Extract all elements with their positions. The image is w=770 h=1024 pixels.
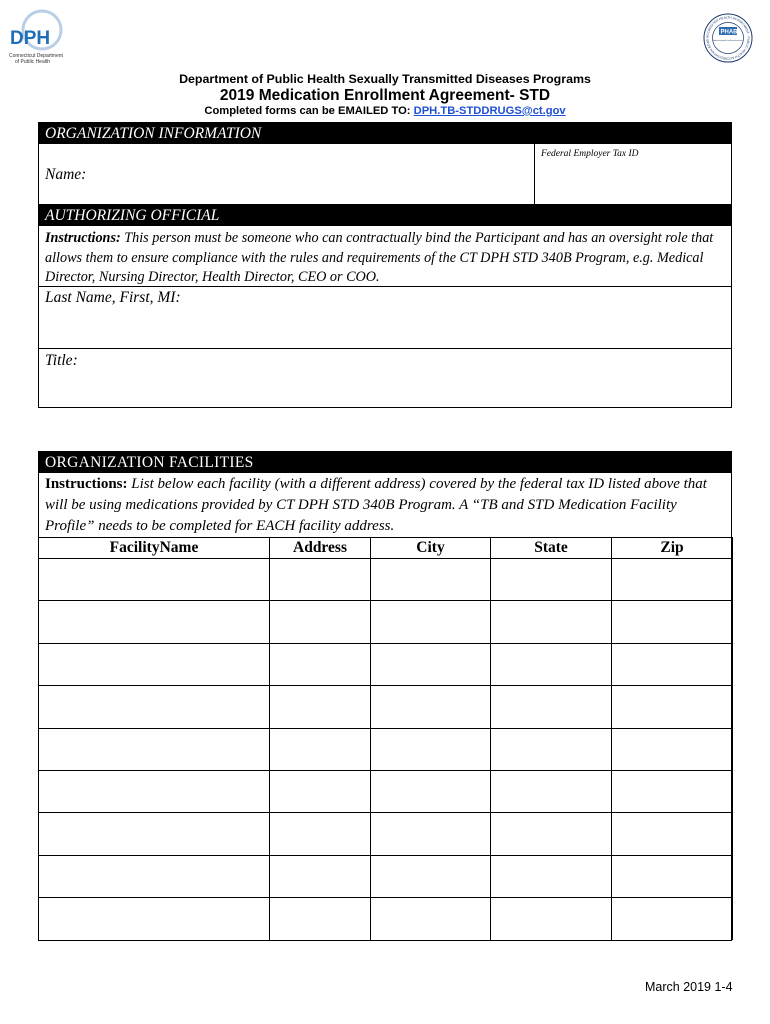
zip-cell[interactable] bbox=[612, 601, 733, 643]
city-cell[interactable] bbox=[371, 813, 491, 855]
table-row bbox=[39, 813, 733, 855]
form-title: 2019 Medication Enrollment Agreement- STD bbox=[219, 87, 551, 104]
dph-logo-mark: DPH bbox=[10, 28, 51, 49]
instructions-label: Instructions: bbox=[45, 476, 128, 492]
address-cell[interactable] bbox=[270, 813, 371, 855]
facility-name-cell[interactable] bbox=[39, 601, 270, 643]
zip-cell[interactable] bbox=[612, 813, 733, 855]
city-cell[interactable] bbox=[371, 601, 491, 643]
state-cell[interactable] bbox=[491, 643, 612, 685]
city-cell[interactable] bbox=[371, 855, 491, 897]
divider bbox=[39, 348, 731, 349]
address-cell[interactable] bbox=[270, 686, 371, 728]
zip-cell[interactable] bbox=[612, 898, 733, 940]
authorizing-official-section bbox=[38, 204, 732, 408]
email-prefix: Completed forms can be EMAILED TO: bbox=[204, 105, 414, 117]
phab-seal bbox=[703, 13, 753, 63]
city-cell[interactable] bbox=[371, 559, 491, 601]
state-cell[interactable] bbox=[491, 601, 612, 643]
org-name-label: Name: bbox=[45, 166, 87, 183]
table-row bbox=[39, 601, 733, 643]
facility-name-cell[interactable] bbox=[39, 643, 270, 685]
address-cell[interactable] bbox=[270, 855, 371, 897]
instructions-line-2: allows them to ensure compliance with the rules and requirements of the CT DPH STD 340B Program, e.g. Medical bbox=[45, 249, 704, 266]
state-cell[interactable] bbox=[491, 855, 612, 897]
facility-name-cell[interactable] bbox=[39, 559, 270, 601]
organization-facilities-section bbox=[38, 451, 732, 941]
zip-cell[interactable] bbox=[612, 559, 733, 601]
facility-name-cell[interactable] bbox=[39, 855, 270, 897]
state-cell[interactable] bbox=[491, 813, 612, 855]
column-header-facility-name: FacilityName bbox=[39, 538, 270, 559]
facilities-table bbox=[38, 537, 733, 940]
zip-cell[interactable] bbox=[612, 728, 733, 770]
address-cell[interactable] bbox=[270, 559, 371, 601]
dph-logo bbox=[6, 8, 72, 70]
city-cell[interactable] bbox=[371, 728, 491, 770]
table-row bbox=[39, 559, 733, 601]
instructions-line-3: Director, Nursing Director, Health Director, CEO or COO. bbox=[45, 269, 380, 285]
email-link[interactable]: DPH.TB-STDDRUGS@ct.gov bbox=[413, 105, 566, 117]
organization-information-heading: ORGANIZATION INFORMATION bbox=[39, 123, 731, 144]
facilities-instructions bbox=[45, 474, 725, 537]
zip-cell[interactable] bbox=[612, 770, 733, 812]
instructions-line-3: Profile” needs to be completed for EACH facility address. bbox=[45, 518, 395, 534]
zip-cell[interactable] bbox=[612, 643, 733, 685]
facility-name-cell[interactable] bbox=[39, 770, 270, 812]
phab-ring-text: ACCREDITED HEALTH DEPARTMENT · PUBLIC HEALTH ACCREDITATION BOAR bbox=[705, 15, 751, 61]
organization-information-section bbox=[38, 122, 732, 205]
city-cell[interactable] bbox=[371, 770, 491, 812]
department-heading: Department of Public Health Sexually Transmitted Diseases Programs bbox=[179, 72, 591, 86]
address-cell[interactable] bbox=[270, 898, 371, 940]
zip-cell[interactable] bbox=[612, 686, 733, 728]
table-row bbox=[39, 686, 733, 728]
table-row bbox=[39, 898, 733, 940]
state-cell[interactable] bbox=[491, 559, 612, 601]
address-cell[interactable] bbox=[270, 770, 371, 812]
facility-name-cell[interactable] bbox=[39, 728, 270, 770]
official-name-label: Last Name, First, MI: bbox=[45, 289, 181, 306]
official-title-label: Title: bbox=[45, 352, 78, 369]
divider bbox=[39, 286, 731, 287]
organization-row bbox=[39, 144, 731, 204]
state-cell[interactable] bbox=[491, 728, 612, 770]
city-cell[interactable] bbox=[371, 686, 491, 728]
address-cell[interactable] bbox=[270, 601, 371, 643]
phab-tagline: Advancing public health performance bbox=[713, 40, 743, 42]
zip-cell[interactable] bbox=[612, 855, 733, 897]
column-divider bbox=[534, 144, 535, 204]
fein-label: Federal Employer Tax ID bbox=[541, 149, 639, 159]
instructions-line-1: List below each facility (with a different address) covered by the federal tax ID listed above that bbox=[127, 476, 707, 492]
table-row bbox=[39, 855, 733, 897]
instructions-line-2: will be using medications provided by CT DPH STD 340B Program. A “TB and STD Medication Facility bbox=[45, 497, 677, 513]
column-header-state: State bbox=[491, 538, 612, 559]
page-footer: March 2019 1-4 bbox=[645, 980, 733, 994]
facility-name-cell[interactable] bbox=[39, 898, 270, 940]
column-header-address: Address bbox=[270, 538, 371, 559]
state-cell[interactable] bbox=[491, 770, 612, 812]
state-cell[interactable] bbox=[491, 686, 612, 728]
instructions-label: Instructions: bbox=[45, 230, 121, 246]
facility-name-cell[interactable] bbox=[39, 813, 270, 855]
authorizing-official-heading: AUTHORIZING OFFICIAL bbox=[39, 205, 731, 226]
table-row bbox=[39, 770, 733, 812]
address-cell[interactable] bbox=[270, 728, 371, 770]
instructions-line-1: This person must be someone who can contractually bind the Participant and has an oversight role that bbox=[120, 230, 714, 246]
authorizing-instructions bbox=[45, 229, 725, 288]
table-header-row bbox=[39, 538, 733, 559]
email-instruction bbox=[0, 105, 770, 117]
state-cell[interactable] bbox=[491, 898, 612, 940]
organization-facilities-heading: ORGANIZATION FACILITIES bbox=[39, 452, 731, 473]
table-row bbox=[39, 728, 733, 770]
dph-logo-line1: Connecticut Department bbox=[9, 53, 63, 59]
dph-logo-line2: of Public Health bbox=[15, 59, 51, 65]
phab-mark: PHAB bbox=[720, 29, 738, 36]
facility-name-cell[interactable] bbox=[39, 686, 270, 728]
city-cell[interactable] bbox=[371, 898, 491, 940]
table-row bbox=[39, 643, 733, 685]
column-header-zip: Zip bbox=[612, 538, 733, 559]
column-header-city: City bbox=[371, 538, 491, 559]
city-cell[interactable] bbox=[371, 643, 491, 685]
address-cell[interactable] bbox=[270, 643, 371, 685]
